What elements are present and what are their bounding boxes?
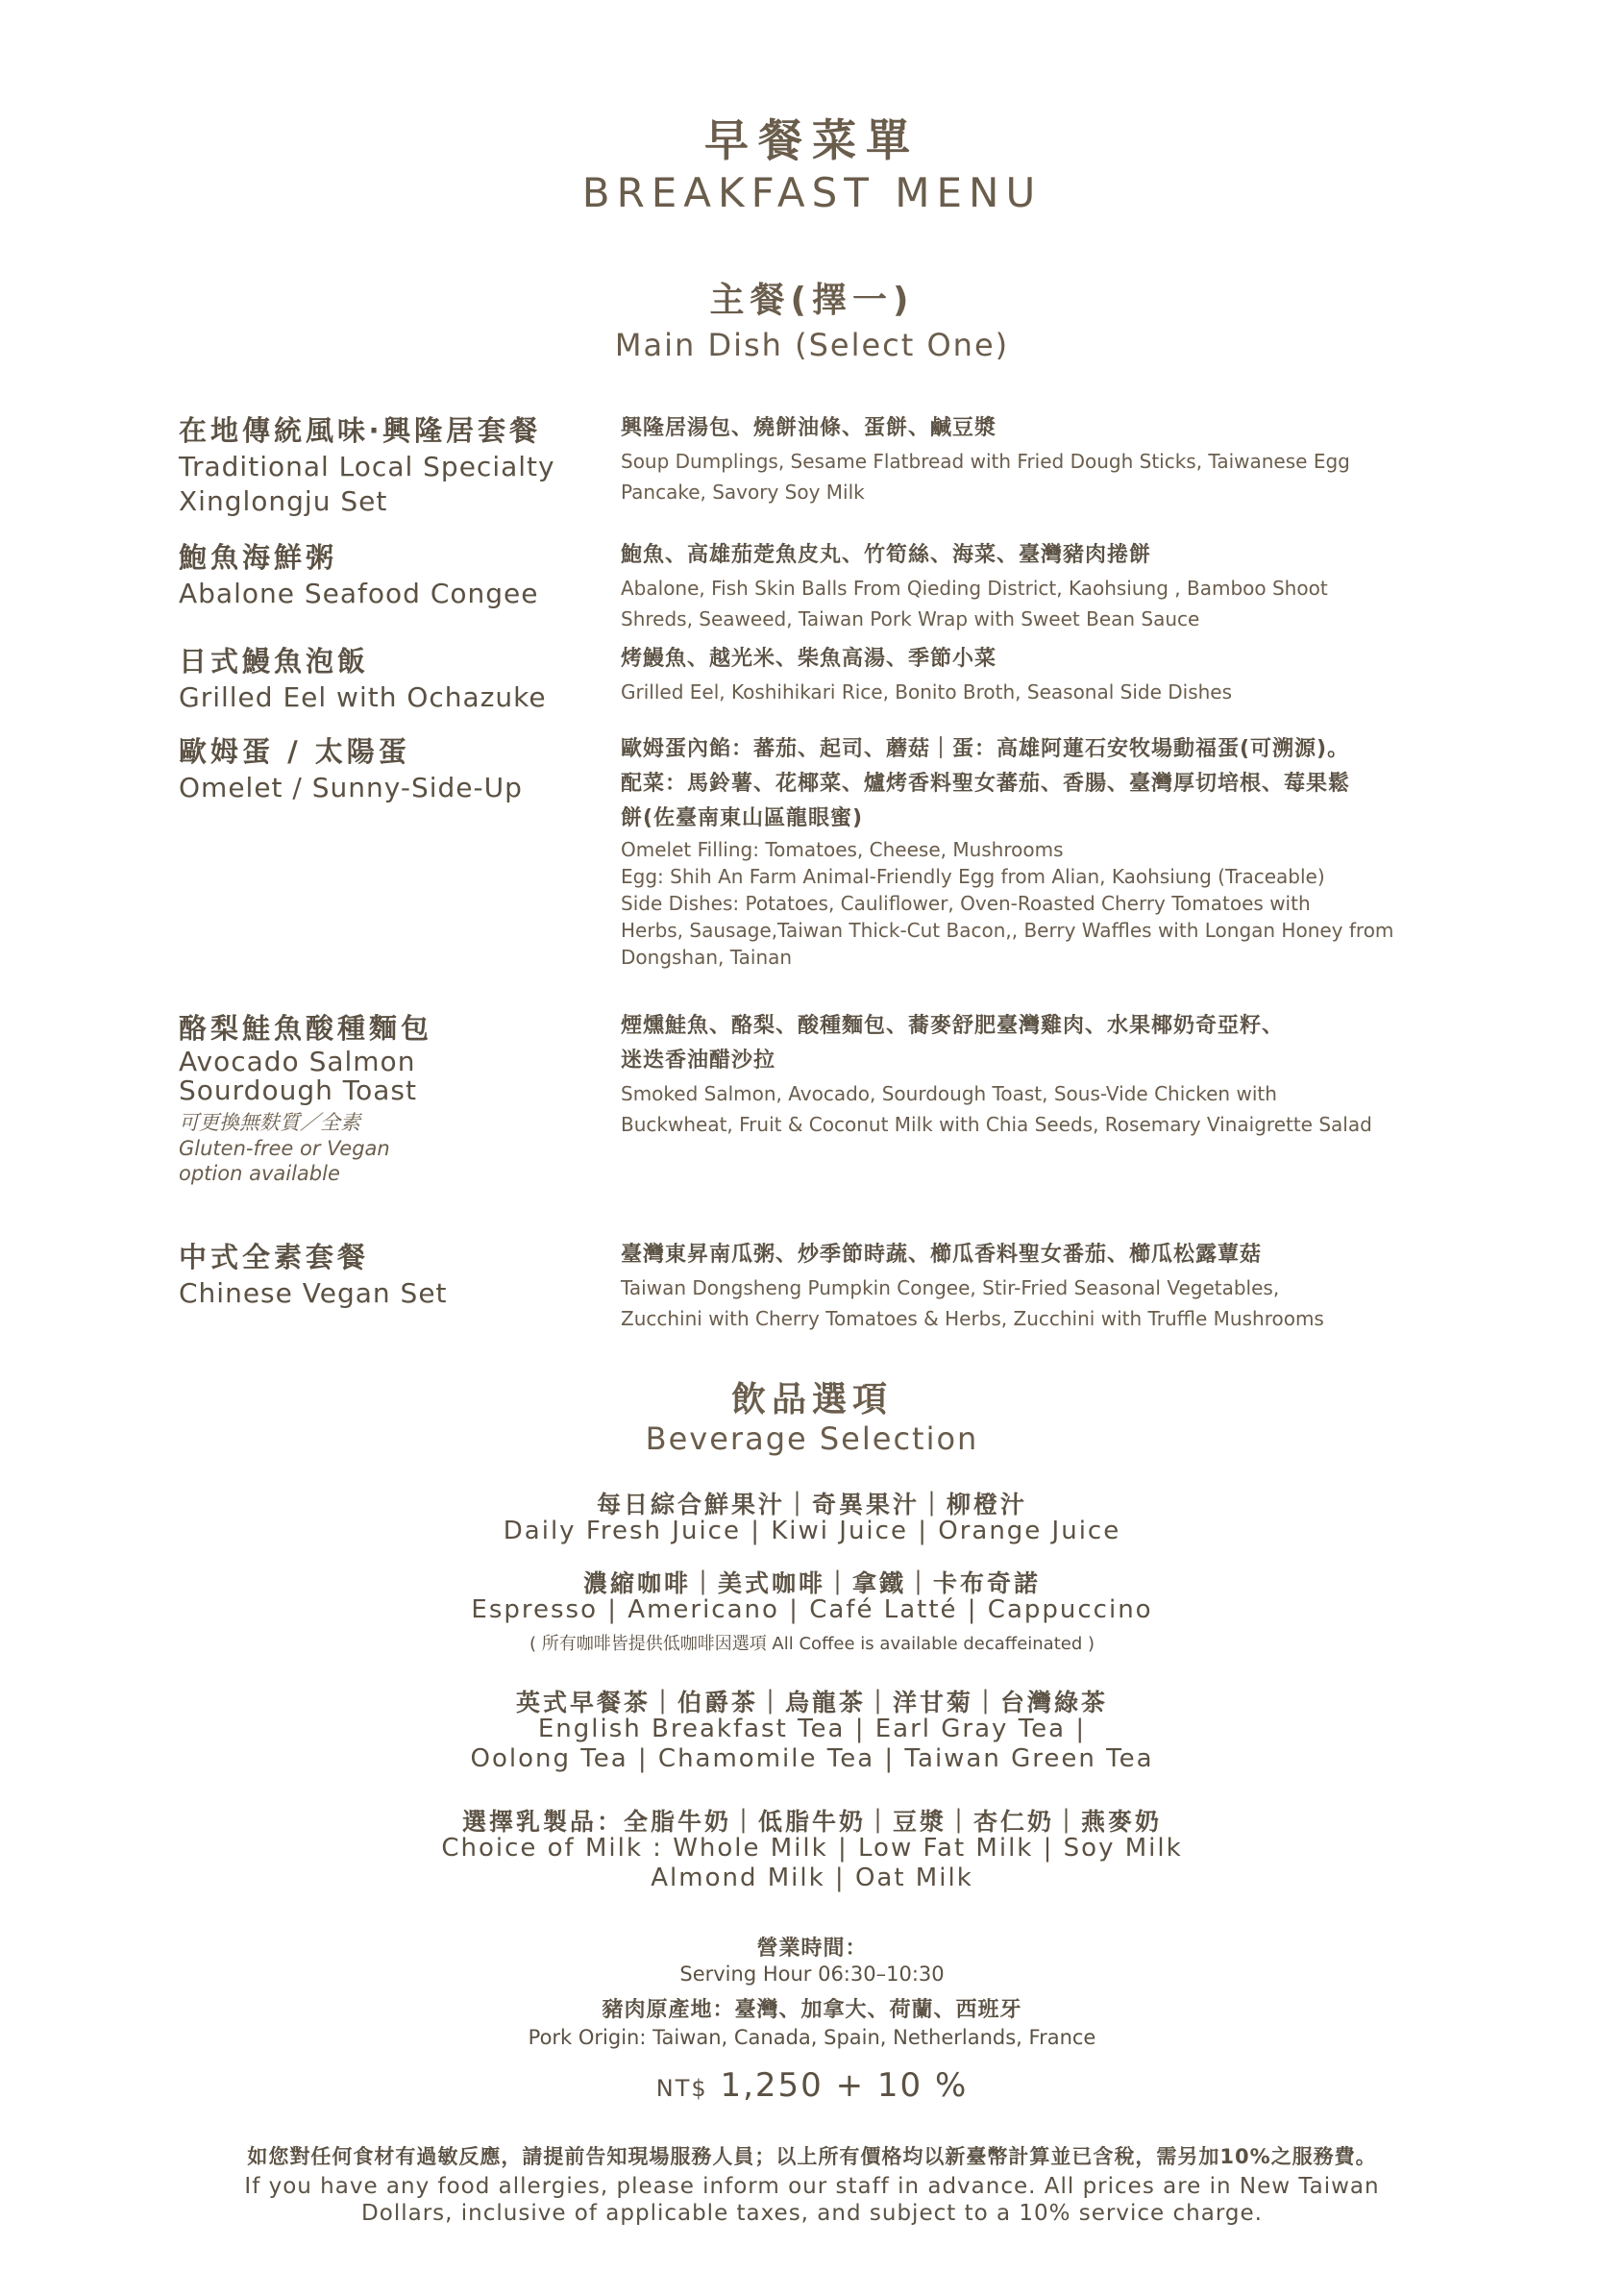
dish-name-zh: 在地傳統風味‧興隆居套餐 [179, 414, 542, 447]
dish-name-zh: 中式全素套餐 [179, 1241, 370, 1273]
beverage-title-en: Beverage Selection [645, 1420, 979, 1457]
dish-desc-en: Dongshan, Tainan [621, 946, 793, 969]
dish-desc-en: Abalone, Fish Skin Balls From Qieding District, Kaohsiung , Bamboo Shoot [621, 577, 1328, 600]
dish-name-zh: 日式鰻魚泡飯 [179, 645, 370, 678]
dish-desc-zh: 餅(佐臺南東山區龍眼蜜) [621, 806, 864, 830]
dish-desc-en: Taiwan Dongsheng Pumpkin Congee, Stir-Fried Seasonal Vegetables, [621, 1276, 1280, 1299]
dish-desc-en: Smoked Salmon, Avocado, Sourdough Toast, Sous-Vide Chicken with [621, 1082, 1277, 1105]
allergy-notice-zh: 如您對任何食材有過敏反應，請提前告知現場服務人員；以上所有價格均以新臺幣計算並已含稅，需另加10%之服務費。 [247, 2145, 1377, 2168]
dish-option-note-zh: 可更換無麩質／全素 [179, 1111, 360, 1134]
dish-name-en: Omelet / Sunny-Side-Up [179, 772, 523, 803]
dish-desc-en: Buckwheat, Fruit & Coconut Milk with Chia Seeds, Rosemary Vinaigrette Salad [621, 1113, 1372, 1136]
serving-hours: Serving Hour 06:30–10:30 [679, 1963, 945, 1986]
menu-title-en: BREAKFAST MENU [581, 169, 1043, 216]
dish-desc-en: Pancake, Savory Soy Milk [621, 481, 865, 504]
dish-desc-en: Shreds, Seaweed, Taiwan Pork Wrap with Sweet Bean Sauce [621, 607, 1200, 630]
milk-options-zh: 選擇乳製品：全脂牛奶｜低脂牛奶｜豆漿｜杏仁奶｜燕麥奶 [461, 1808, 1162, 1836]
dish-desc-zh: 烤鰻魚、越光米、柴魚高湯、季節小菜 [621, 647, 997, 671]
dish-name-en: Grilled Eel with Ochazuke [179, 681, 547, 713]
dish-option-note-en: option available [179, 1162, 340, 1185]
dish-desc-zh: 煙燻鮭魚、酪梨、酸種麵包、蕎麥舒肥臺灣雞肉、水果椰奶奇亞籽、 [621, 1014, 1285, 1038]
dish-name-en: Chinese Vegan Set [179, 1277, 448, 1309]
tea-options-zh: 英式早餐茶｜伯爵茶｜烏龍茶｜洋甘菊｜台灣綠茶 [515, 1689, 1108, 1716]
dish-desc-en: Zucchini with Cherry Tomatoes & Herbs, Zucchini with Truffle Mushrooms [621, 1307, 1324, 1330]
beverage-title-zh: 飲品選項 [730, 1380, 893, 1420]
dish-desc-en: Herbs, Sausage,Taiwan Thick-Cut Bacon,, Berry Waffles with Longan Honey from [621, 919, 1394, 942]
main-dish-title-zh: 主餐(擇一) [709, 281, 915, 320]
decaf-note: ( 所有咖啡皆提供低咖啡因選項 All Coffee is available decaffeinated ) [529, 1634, 1095, 1654]
menu-title-zh: 早餐菜單 [704, 114, 920, 166]
dish-name-zh: 酪梨鮭魚酸種麵包 [179, 1012, 433, 1045]
pork-origin-zh: 豬肉原產地：臺灣、加拿大、荷蘭、西班牙 [602, 1998, 1022, 2022]
dish-desc-zh: 配菜：馬鈴薯、花椰菜、爐烤香料聖女蕃茄、香腸、臺灣厚切培根、莓果鬆 [621, 772, 1351, 796]
milk-options-en: Choice of Milk : Whole Milk | Low Fat Milk | Soy Milk [441, 1834, 1183, 1863]
dish-name-en: Traditional Local Specialty [179, 451, 555, 482]
coffee-options-en: Espresso | Americano | Café Latté | Cappuccino [471, 1595, 1153, 1624]
allergy-notice-en: If you have any food allergies, please inform our staff in advance. All prices are in New Taiwan [244, 2174, 1380, 2199]
price-value: 1,250 + 10 % [720, 2066, 969, 2105]
dish-desc-zh: 迷迭香油醋沙拉 [621, 1049, 776, 1073]
serving-hours-label: 營業時間： [756, 1937, 868, 1961]
dish-desc-en: Grilled Eel, Koshihikari Rice, Bonito Broth, Seasonal Side Dishes [621, 680, 1233, 704]
dish-name-en: Abalone Seafood Congee [179, 578, 539, 609]
price-currency: NT$ [655, 2075, 708, 2102]
dish-name-zh: 鮑魚海鮮粥 [179, 541, 338, 574]
main-dish-title-en: Main Dish (Select One) [614, 327, 1010, 363]
dish-name-en: Xinglongju Set [179, 485, 388, 517]
dish-option-note-en: Gluten-free or Vegan [179, 1137, 390, 1160]
dish-desc-zh: 鮑魚、高雄茄萣魚皮丸、竹筍絲、海菜、臺灣豬肉捲餅 [621, 543, 1152, 567]
dish-name-zh: 歐姆蛋 / 太陽蛋 [179, 735, 410, 768]
juice-options-en: Daily Fresh Juice | Kiwi Juice | Orange Juice [503, 1517, 1121, 1545]
dish-desc-en: Egg: Shih An Farm Animal-Friendly Egg from Alian, Kaohsiung (Traceable) [621, 865, 1325, 888]
pork-origin-en: Pork Origin: Taiwan, Canada, Spain, Netherlands, France [528, 2026, 1096, 2049]
coffee-options-zh: 濃縮咖啡｜美式咖啡｜拿鐵｜卡布奇諾 [582, 1569, 1041, 1597]
milk-options-en: Almond Milk | Oat Milk [651, 1864, 973, 1892]
dish-name-en: Avocado Salmon [179, 1046, 416, 1077]
price [0, 2066, 1624, 2105]
juice-options-zh: 每日綜合鮮果汁｜奇異果汁｜柳橙汁 [596, 1491, 1027, 1518]
tea-options-en: Oolong Tea | Chamomile Tea | Taiwan Green Tea [470, 1744, 1154, 1773]
allergy-notice-en: Dollars, inclusive of applicable taxes, and subject to a 10% service charge. [361, 2201, 1263, 2226]
dish-name-en: Sourdough Toast [179, 1074, 417, 1106]
dish-desc-zh: 興隆居湯包、燒餅油條、蛋餅、鹹豆漿 [621, 416, 997, 440]
dish-desc-en: Omelet Filling: Tomatoes, Cheese, Mushrooms [621, 838, 1064, 861]
dish-desc-en: Soup Dumplings, Sesame Flatbread with Fried Dough Sticks, Taiwanese Egg [621, 450, 1350, 473]
dish-desc-zh: 歐姆蛋內餡：蕃茄、起司、蘑菇｜蛋：高雄阿蓮石安牧場動福蛋(可溯源)。 [621, 737, 1350, 761]
tea-options-en: English Breakfast Tea | Earl Gray Tea | [537, 1715, 1087, 1743]
dish-desc-zh: 臺灣東昇南瓜粥、炒季節時蔬、櫛瓜香料聖女番茄、櫛瓜松露蕈菇 [621, 1243, 1263, 1267]
dish-desc-en: Side Dishes: Potatoes, Cauliflower, Oven-Roasted Cherry Tomatoes with [621, 892, 1311, 915]
